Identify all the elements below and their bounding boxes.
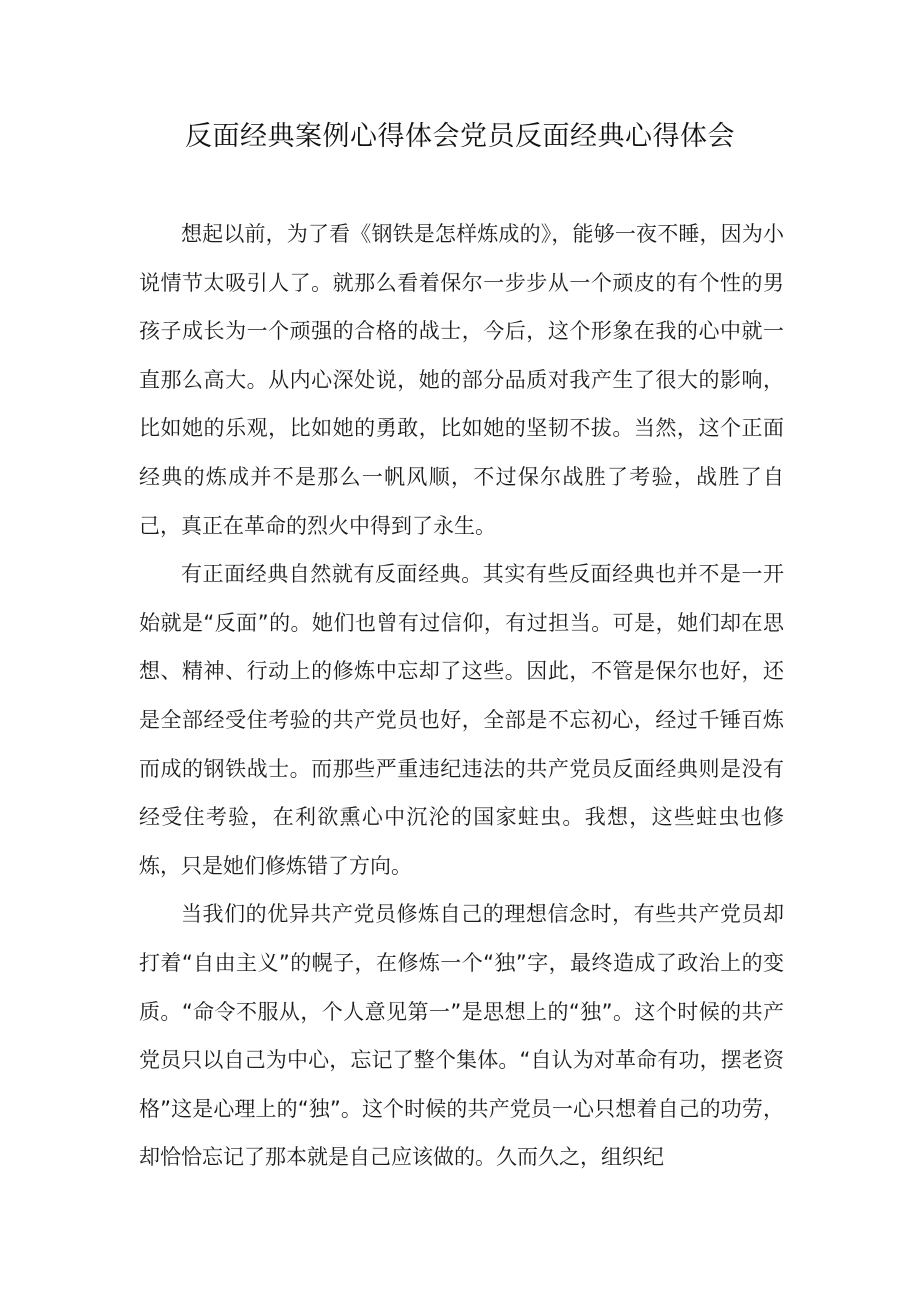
paragraph-1: 想起以前，为了看《钢铁是怎样炼成的》，能够一夜不睡，因为小说情节太吸引人了。就那么看着保尔一步步从一个顽皮的有个性的男孩子成长为一个顽强的合格的战士，今后，这个形象在我的心中就一直那么高大。从内心深处说，她的部分品质对我产生了很大的影响，比如她的乐观，比如她的勇敢，比如她的坚韧不拔。当然，这个正面经典的炼成并不是那么一帆风顺，不过保尔战胜了考验，战胜了自己，真正在革命的烈火中得到了永生。 [139,222,784,538]
paragraph-2: 有正面经典自然就有反面经典。其实有些反面经典也并不是一开始就是“反面”的。她们也曾有过信仰，有过担当。可是，她们却在思想、精神、行动上的修炼中忘却了这些。因此，不管是保尔也好，还是全部经受住考验的共产党员也好，全部是不忘初心，经过千锤百炼而成的钢铁战士。而那些严重违纪违法的共产党员反面经典则是没有经受住考验，在利欲熏心中沉沦的国家蛀虫。我想，这些蛀虫也修炼，只是她们修炼错了方向。 [139,562,784,878]
document-title: 反面经典案例心得体会党员反面经典心得体会 [185,121,735,152]
paragraph-3: 当我们的优异共产党员修炼自己的理想信念时，有些共产党员却打着“自由主义”的幌子，在修炼一个“独”字，最终造成了政治上的变质。“命令不服从，个人意见第一”是思想上的“独”。这个时候的共产党员只以自己为中心，忘记了整个集体。“自认为对革命有功，摆老资格”这是心理上的“独”。这个时候的共产党员一心只想着自己的功劳，却恰恰忘记了那本就是自己应该做的。久而久之，组织纪 [139,902,784,1170]
document-body [139,210,784,1182]
